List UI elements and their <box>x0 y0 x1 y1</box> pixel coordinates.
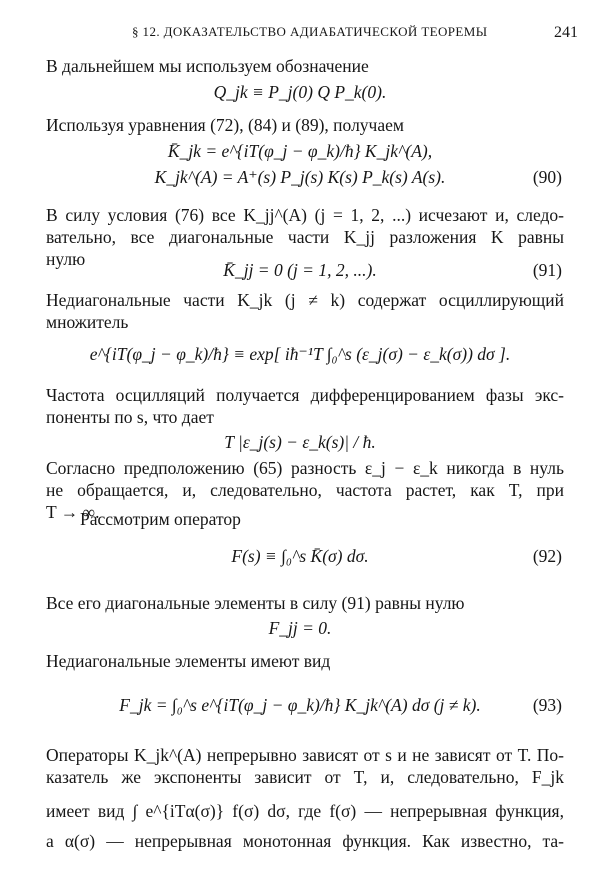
equation: F(s) ≡ ∫₀^s K̄(σ) dσ. <box>231 546 369 566</box>
text-line: В дальнейшем мы используем обозначение <box>46 56 369 76</box>
text-line: Операторы K_jk^(A) непрерывно зависят от s и не зависят от T. По- <box>46 745 564 765</box>
equation-number: (90) <box>532 167 562 187</box>
text-line: Все его диагональные элементы в силу (91) равны нулю <box>46 593 465 613</box>
text-line: поненты по s, что дает <box>46 407 214 427</box>
text-line: Недиагональные части K_jk (j ≠ k) содержат осциллирующий <box>46 290 564 310</box>
text-line: Недиагональные элементы имеют вид <box>46 651 331 671</box>
equation-number: (93) <box>532 695 562 715</box>
text-line: В силу условия (76) все K_jj^(A) (j = 1, 2, ...) исчезают и, следо- <box>46 205 564 225</box>
equation: F_jj = 0. <box>268 618 332 638</box>
text-line: казатель же экспоненты зависит от T, и, следовательно, F_jk <box>46 767 564 787</box>
equation: Q_jk ≡ P_j(0) Q P_k(0). <box>213 82 387 102</box>
text-line: Частота осцилляций получается дифференцированием фазы экс- <box>46 385 564 405</box>
text-line: не обращается, и, следовательно, частота растет, как T, при <box>46 480 564 500</box>
equation: T |ε_j(s) − ε_k(s)| / ħ. <box>224 432 376 452</box>
equation-number: (92) <box>532 546 562 566</box>
text-line: вательно, все диагональные части K_jj разложения K равны <box>46 227 564 247</box>
text-line: Рассмотрим оператор <box>80 509 241 529</box>
equation: K_jk^(A) = A⁺(s) P_j(s) K(s) P_k(s) A(s). <box>154 167 446 187</box>
running-header <box>0 24 600 44</box>
page-number: 241 <box>554 24 578 41</box>
equation: e^{iT(φ_j − φ_k)/ħ} ≡ exp[ iħ⁻¹T ∫₀^s (ε_j(σ) − ε_k(σ)) dσ ]. <box>89 344 511 364</box>
text-line: нулю <box>46 249 86 269</box>
text-line: множитель <box>46 312 129 332</box>
text-line: T → ∞. <box>46 502 100 522</box>
header-title: § 12. ДОКАЗАТЕЛЬСТВО АДИАБАТИЧЕСКОЙ ТЕОРЕМЫ <box>132 24 488 39</box>
text-line: Используя уравнения (72), (84) и (89), получаем <box>46 115 404 135</box>
equation: F_jk = ∫₀^s e^{iT(φ_j − φ_k)/ħ} K_jk^(A) dσ (j ≠ k). <box>119 695 481 715</box>
text-line: имеет вид ∫ e^{iTα(σ)} f(σ) dσ, где f(σ) — непрерывная функция, <box>46 801 564 821</box>
text-line: Согласно предположению (65) разность ε_j − ε_k никогда в нуль <box>46 458 564 478</box>
text-line: а α(σ) — непрерывная монотонная функция. Как известно, та- <box>46 831 564 851</box>
equation-number: (91) <box>532 260 562 280</box>
equation: K̄_jj = 0 (j = 1, 2, ...). <box>223 260 377 280</box>
equation: K̄_jk = e^{iT(φ_j − φ_k)/ħ} K_jk^(A), <box>167 141 433 161</box>
